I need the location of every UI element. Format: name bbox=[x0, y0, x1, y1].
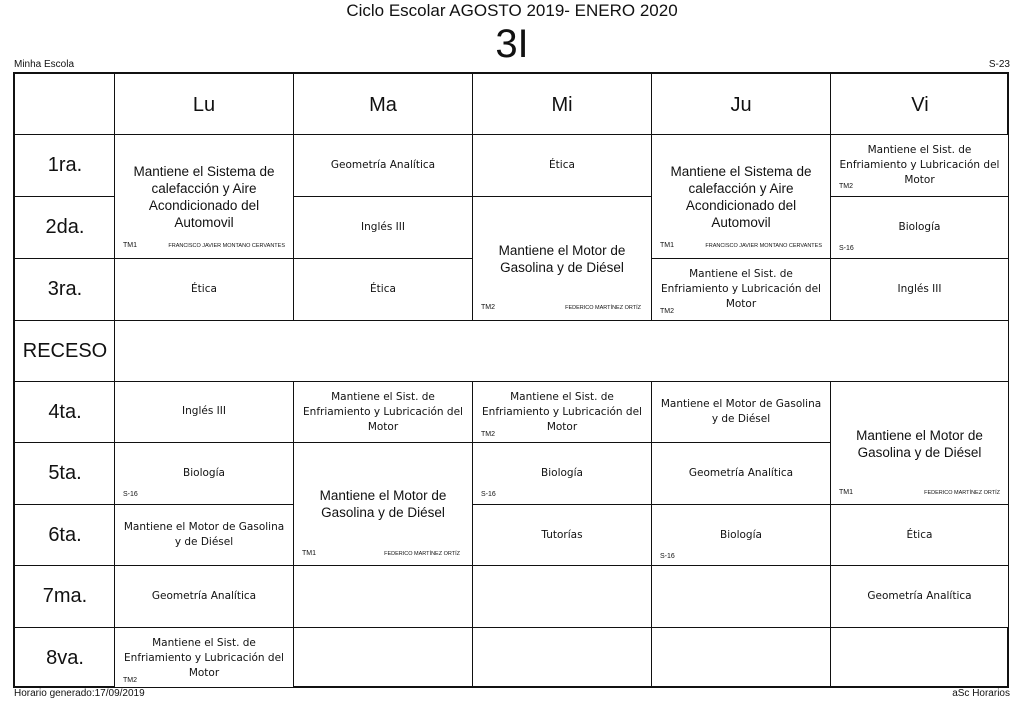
lesson-subject: Inglés III bbox=[361, 221, 405, 233]
lesson-group-tag: TM2 bbox=[660, 308, 674, 315]
lesson-cell[interactable] bbox=[651, 504, 831, 566]
lesson-cell[interactable] bbox=[830, 381, 1009, 505]
lesson-group-tag: TM1 bbox=[839, 489, 853, 496]
period-label: 3ra. bbox=[47, 278, 83, 300]
lesson-room-tag: S-16 bbox=[481, 491, 496, 498]
lesson-cell[interactable] bbox=[114, 442, 294, 505]
day-header-vi: Vi bbox=[911, 93, 929, 116]
lesson-cell[interactable] bbox=[830, 258, 1009, 321]
lesson-cell[interactable] bbox=[293, 258, 473, 321]
lesson-cell[interactable] bbox=[293, 134, 473, 197]
lesson-subject: Mantiene el Sist. de Enfriamiento y Lubricación del Motor bbox=[124, 637, 284, 679]
lesson-group-tag: TM1 bbox=[123, 242, 137, 249]
lesson-cell[interactable] bbox=[651, 134, 831, 259]
lesson-teacher: FEDERICO MARTÍNEZ ORTÍZ bbox=[924, 490, 1000, 496]
lesson-subject: Mantiene el Sist. de Enfriamiento y Lubricación del Motor bbox=[303, 391, 463, 433]
lesson-subject: Mantiene el Sistema de calefacción y Aire Acondicionado del Automovil bbox=[133, 164, 275, 230]
period-label: 1ra. bbox=[47, 154, 83, 176]
lesson-subject: Mantiene el Sist. de Enfriamiento y Lubricación del Motor bbox=[839, 144, 1000, 186]
period-label: 5ta. bbox=[48, 462, 82, 484]
recess-band bbox=[114, 320, 1009, 382]
lesson-cell[interactable] bbox=[830, 565, 1009, 628]
lesson-room-tag: S-16 bbox=[839, 245, 854, 252]
lesson-cell[interactable] bbox=[651, 442, 831, 505]
lesson-cell[interactable] bbox=[293, 442, 473, 566]
lesson-subject: Geometría Analítica bbox=[330, 159, 436, 171]
lesson-subject: Ética bbox=[906, 529, 933, 541]
room-code: S-23 bbox=[988, 59, 1010, 70]
period-label: 2da. bbox=[45, 216, 85, 238]
lesson-subject: Inglés III bbox=[182, 405, 226, 417]
lesson-subject: Geometría Analítica bbox=[151, 590, 257, 602]
lesson-teacher: FEDERICO MARTÍNEZ ORTÍZ bbox=[384, 551, 460, 557]
lesson-cell[interactable] bbox=[651, 381, 831, 443]
lesson-group-tag: TM2 bbox=[123, 677, 137, 684]
lesson-cell[interactable] bbox=[830, 504, 1009, 566]
lesson-group-tag: TM2 bbox=[839, 183, 853, 190]
lesson-cell[interactable] bbox=[114, 258, 294, 321]
lesson-cell[interactable] bbox=[830, 134, 1009, 197]
lesson-group-tag: TM2 bbox=[481, 304, 495, 311]
lesson-cell[interactable] bbox=[114, 381, 294, 443]
lesson-subject: Biología bbox=[898, 221, 941, 233]
timetable-grid bbox=[13, 72, 1009, 688]
school-name: Minha Escola bbox=[14, 59, 75, 70]
lesson-cell[interactable] bbox=[293, 196, 473, 259]
lesson-cell[interactable] bbox=[472, 504, 652, 566]
day-header-ju: Ju bbox=[730, 93, 752, 116]
lesson-cell[interactable] bbox=[472, 196, 652, 321]
lesson-teacher: FRANCISCO JAVIER MONTANO CERVANTES bbox=[705, 243, 822, 249]
lesson-subject: Tutorías bbox=[541, 529, 583, 541]
lesson-cell[interactable] bbox=[472, 442, 652, 505]
lesson-subject: Mantiene el Motor de Gasolina y de Diésel bbox=[319, 488, 447, 520]
lesson-subject: Inglés III bbox=[897, 283, 942, 295]
lesson-cell[interactable] bbox=[114, 134, 294, 259]
lesson-cell[interactable] bbox=[114, 504, 294, 566]
lesson-subject: Biología bbox=[720, 529, 762, 541]
lesson-subject: Mantiene el Sistema de calefacción y Aire Acondicionado del Automovil bbox=[670, 164, 812, 230]
lesson-cell[interactable] bbox=[472, 381, 652, 443]
lesson-cell[interactable] bbox=[114, 627, 294, 688]
lesson-group-tag: TM1 bbox=[302, 550, 316, 557]
lesson-subject: Ética bbox=[191, 283, 217, 295]
lesson-subject: Geometría Analítica bbox=[688, 467, 794, 479]
lesson-room-tag: S-16 bbox=[660, 553, 675, 560]
lesson-subject: Mantiene el Motor de Gasolina y de Diésel bbox=[123, 521, 285, 548]
period-label: 8va. bbox=[46, 646, 84, 669]
lesson-subject: Mantiene el Motor de Gasolina y de Diésel bbox=[856, 428, 983, 460]
lesson-subject: Biología bbox=[183, 467, 225, 479]
lesson-cell[interactable] bbox=[293, 381, 473, 443]
lesson-subject: Mantiene el Motor de Gasolina y de Diésel bbox=[498, 243, 626, 275]
lesson-cell[interactable] bbox=[830, 196, 1009, 259]
day-header-mi: Mi bbox=[551, 93, 573, 116]
app-credit: aSc Horarios bbox=[952, 688, 1010, 699]
lesson-cell[interactable] bbox=[651, 258, 831, 321]
period-label: 7ma. bbox=[42, 585, 88, 607]
lesson-cell[interactable] bbox=[114, 565, 294, 628]
lesson-subject: Mantiene el Sist. de Enfriamiento y Lubricación del Motor bbox=[661, 268, 821, 310]
lesson-subject: Ética bbox=[370, 283, 396, 295]
lesson-subject: Mantiene el Sist. de Enfriamiento y Lubricación del Motor bbox=[482, 391, 642, 433]
lesson-subject: Biología bbox=[541, 467, 583, 479]
generated-date: Horario generado:17/09/2019 bbox=[14, 688, 145, 699]
lesson-group-tag: TM1 bbox=[660, 242, 674, 249]
class-code: 3I bbox=[495, 22, 529, 66]
period-label: 4ta. bbox=[48, 400, 82, 423]
lesson-subject: Geometría Analítica bbox=[867, 590, 972, 602]
lesson-room-tag: S-16 bbox=[123, 491, 138, 498]
day-header-lu: Lu bbox=[192, 93, 216, 116]
lesson-teacher: FRANCISCO JAVIER MONTANO CERVANTES bbox=[168, 243, 285, 249]
period-label: 6ta. bbox=[48, 523, 82, 546]
recess-label: RECESO bbox=[22, 339, 108, 362]
lesson-subject: Ética bbox=[549, 159, 575, 171]
day-header-ma: Ma bbox=[369, 93, 397, 116]
lesson-subject: Mantiene el Motor de Gasolina y de Diésel bbox=[660, 398, 822, 425]
lesson-cell[interactable] bbox=[472, 134, 652, 197]
schedule-title: Ciclo Escolar AGOSTO 2019- ENERO 2020 bbox=[346, 1, 678, 20]
lesson-group-tag: TM2 bbox=[481, 431, 495, 438]
lesson-teacher: FEDERICO MARTÍNEZ ORTÍZ bbox=[565, 305, 641, 311]
